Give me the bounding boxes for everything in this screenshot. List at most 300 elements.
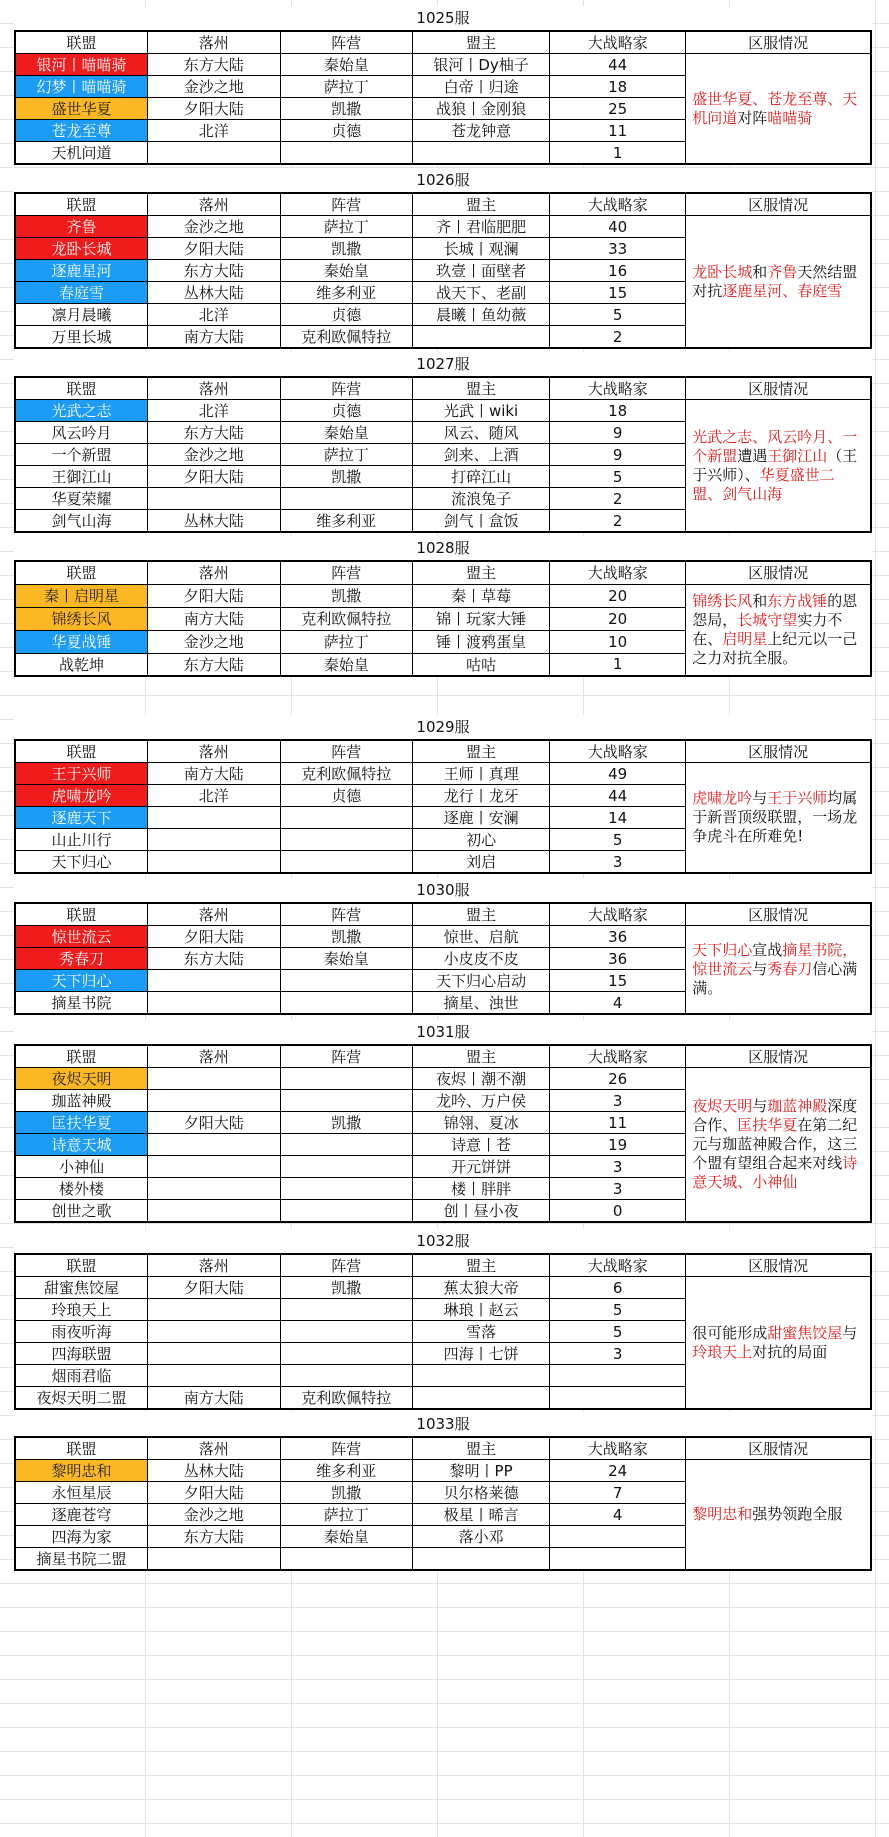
- leader-cell[interactable]: [413, 1548, 550, 1571]
- leader-cell[interactable]: 王师丨真理: [413, 763, 550, 785]
- server-notes[interactable]: [686, 400, 871, 533]
- leader-cell[interactable]: 剑气丨盒饭: [413, 510, 550, 533]
- header-strategists[interactable]: 大战略家: [550, 903, 686, 926]
- state-cell[interactable]: 夕阳大陆: [148, 466, 281, 488]
- alliance-cell[interactable]: 黎明忠和: [15, 1460, 148, 1482]
- state-cell[interactable]: 南方大陆: [148, 326, 281, 349]
- leader-cell[interactable]: 刘启: [413, 851, 550, 874]
- strategists-cell[interactable]: 5: [550, 466, 686, 488]
- header-leader[interactable]: 盟主: [413, 377, 550, 400]
- alliance-cell[interactable]: 幻梦丨喵喵骑: [15, 76, 148, 98]
- faction-cell[interactable]: [280, 1068, 413, 1090]
- strategists-cell[interactable]: 3: [550, 1090, 686, 1112]
- alliance-cell[interactable]: 逐鹿天下: [15, 807, 148, 829]
- strategists-cell[interactable]: 40: [550, 216, 686, 238]
- alliance-cell[interactable]: 惊世流云: [15, 926, 148, 948]
- header-strategists[interactable]: 大战略家: [550, 193, 686, 216]
- faction-cell[interactable]: 秦始皇: [280, 54, 413, 76]
- alliance-cell[interactable]: 逐鹿星河: [15, 260, 148, 282]
- faction-cell[interactable]: 秦始皇: [280, 422, 413, 444]
- strategists-cell[interactable]: 11: [550, 120, 686, 142]
- alliance-cell[interactable]: 天下归心: [15, 970, 148, 992]
- strategists-cell[interactable]: 18: [550, 76, 686, 98]
- alliance-cell[interactable]: 苍龙至尊: [15, 120, 148, 142]
- faction-cell[interactable]: 贞德: [280, 785, 413, 807]
- header-strategists[interactable]: 大战略家: [550, 1437, 686, 1460]
- header-state[interactable]: 落州: [148, 740, 281, 763]
- faction-cell[interactable]: 凯撒: [280, 1112, 413, 1134]
- server-notes[interactable]: [686, 1068, 871, 1223]
- strategists-cell[interactable]: 15: [550, 970, 686, 992]
- header-state[interactable]: 落州: [148, 1437, 281, 1460]
- leader-cell[interactable]: 锦翎、夏冰: [413, 1112, 550, 1134]
- strategists-cell[interactable]: 1: [550, 142, 686, 165]
- strategists-cell[interactable]: 20: [550, 584, 686, 607]
- leader-cell[interactable]: 摘星、浊世: [413, 992, 550, 1015]
- header-notes[interactable]: 区服情况: [686, 1045, 871, 1068]
- leader-cell[interactable]: 雪落: [413, 1321, 550, 1343]
- alliance-cell[interactable]: 永恒星辰: [15, 1482, 148, 1504]
- state-cell[interactable]: [148, 1134, 281, 1156]
- alliance-cell[interactable]: 龙卧长城: [15, 238, 148, 260]
- strategists-cell[interactable]: 2: [550, 510, 686, 533]
- leader-cell[interactable]: 锦丨玩家大锤: [413, 607, 550, 630]
- faction-cell[interactable]: 克利欧佩特拉: [280, 763, 413, 785]
- server-notes[interactable]: [686, 926, 871, 1015]
- faction-cell[interactable]: 秦始皇: [280, 1526, 413, 1548]
- faction-cell[interactable]: [280, 1299, 413, 1321]
- strategists-cell[interactable]: 5: [550, 1321, 686, 1343]
- state-cell[interactable]: 夕阳大陆: [148, 926, 281, 948]
- header-faction[interactable]: 阵营: [280, 31, 413, 54]
- state-cell[interactable]: 南方大陆: [148, 1387, 281, 1410]
- state-cell[interactable]: 夕阳大陆: [148, 98, 281, 120]
- header-alliance[interactable]: 联盟: [15, 377, 148, 400]
- header-alliance[interactable]: 联盟: [15, 1437, 148, 1460]
- strategists-cell[interactable]: 26: [550, 1068, 686, 1090]
- alliance-cell[interactable]: 摘星书院: [15, 992, 148, 1015]
- faction-cell[interactable]: 秦始皇: [280, 260, 413, 282]
- header-faction[interactable]: 阵营: [280, 1045, 413, 1068]
- state-cell[interactable]: [148, 829, 281, 851]
- state-cell[interactable]: [148, 1321, 281, 1343]
- strategists-cell[interactable]: 36: [550, 926, 686, 948]
- state-cell[interactable]: [148, 807, 281, 829]
- faction-cell[interactable]: [280, 1548, 413, 1571]
- faction-cell[interactable]: [280, 488, 413, 510]
- faction-cell[interactable]: 凯撒: [280, 238, 413, 260]
- state-cell[interactable]: 金沙之地: [148, 444, 281, 466]
- leader-cell[interactable]: 夜烬丨潮不潮: [413, 1068, 550, 1090]
- state-cell[interactable]: [148, 1548, 281, 1571]
- strategists-cell[interactable]: 9: [550, 422, 686, 444]
- header-strategists[interactable]: 大战略家: [550, 561, 686, 584]
- header-leader[interactable]: 盟主: [413, 193, 550, 216]
- alliance-cell[interactable]: 珈蓝神殿: [15, 1090, 148, 1112]
- faction-cell[interactable]: 贞德: [280, 304, 413, 326]
- leader-cell[interactable]: 战狼丨金刚狼: [413, 98, 550, 120]
- alliance-cell[interactable]: 王于兴师: [15, 763, 148, 785]
- leader-cell[interactable]: 初心: [413, 829, 550, 851]
- header-leader[interactable]: 盟主: [413, 31, 550, 54]
- state-cell[interactable]: 金沙之地: [148, 216, 281, 238]
- header-notes[interactable]: 区服情况: [686, 740, 871, 763]
- header-alliance[interactable]: 联盟: [15, 1045, 148, 1068]
- header-notes[interactable]: 区服情况: [686, 1254, 871, 1277]
- faction-cell[interactable]: [280, 851, 413, 874]
- header-notes[interactable]: 区服情况: [686, 377, 871, 400]
- strategists-cell[interactable]: 44: [550, 54, 686, 76]
- alliance-cell[interactable]: 小神仙: [15, 1156, 148, 1178]
- header-alliance[interactable]: 联盟: [15, 740, 148, 763]
- alliance-cell[interactable]: 逐鹿苍穹: [15, 1504, 148, 1526]
- state-cell[interactable]: [148, 488, 281, 510]
- alliance-cell[interactable]: 春庭雪: [15, 282, 148, 304]
- header-faction[interactable]: 阵营: [280, 561, 413, 584]
- header-state[interactable]: 落州: [148, 561, 281, 584]
- header-leader[interactable]: 盟主: [413, 1045, 550, 1068]
- strategists-cell[interactable]: 11: [550, 1112, 686, 1134]
- alliance-cell[interactable]: 山止川行: [15, 829, 148, 851]
- state-cell[interactable]: [148, 1178, 281, 1200]
- leader-cell[interactable]: [413, 326, 550, 349]
- header-faction[interactable]: 阵营: [280, 903, 413, 926]
- server-notes[interactable]: [686, 1277, 871, 1410]
- alliance-cell[interactable]: 凛月晨曦: [15, 304, 148, 326]
- faction-cell[interactable]: [280, 807, 413, 829]
- header-state[interactable]: 落州: [148, 193, 281, 216]
- state-cell[interactable]: [148, 1299, 281, 1321]
- server-notes[interactable]: [686, 216, 871, 349]
- alliance-cell[interactable]: 四海为家: [15, 1526, 148, 1548]
- strategists-cell[interactable]: [550, 1526, 686, 1548]
- leader-cell[interactable]: 白帝丨归途: [413, 76, 550, 98]
- leader-cell[interactable]: 逐鹿丨安澜: [413, 807, 550, 829]
- faction-cell[interactable]: 凯撒: [280, 466, 413, 488]
- leader-cell[interactable]: 苍龙钟意: [413, 120, 550, 142]
- header-faction[interactable]: 阵营: [280, 740, 413, 763]
- leader-cell[interactable]: 锤丨渡鸦蛋皇: [413, 630, 550, 653]
- leader-cell[interactable]: 开元饼饼: [413, 1156, 550, 1178]
- faction-cell[interactable]: 凯撒: [280, 926, 413, 948]
- header-leader[interactable]: 盟主: [413, 561, 550, 584]
- faction-cell[interactable]: 秦始皇: [280, 948, 413, 970]
- header-alliance[interactable]: 联盟: [15, 1254, 148, 1277]
- leader-cell[interactable]: 光武丨wiki: [413, 400, 550, 422]
- strategists-cell[interactable]: 3: [550, 1178, 686, 1200]
- state-cell[interactable]: [148, 1090, 281, 1112]
- faction-cell[interactable]: [280, 1090, 413, 1112]
- header-alliance[interactable]: 联盟: [15, 193, 148, 216]
- strategists-cell[interactable]: 5: [550, 1299, 686, 1321]
- faction-cell[interactable]: [280, 992, 413, 1015]
- header-faction[interactable]: 阵营: [280, 1437, 413, 1460]
- state-cell[interactable]: 东方大陆: [148, 653, 281, 676]
- faction-cell[interactable]: 维多利亚: [280, 510, 413, 533]
- strategists-cell[interactable]: 5: [550, 829, 686, 851]
- faction-cell[interactable]: 凯撒: [280, 1277, 413, 1299]
- faction-cell[interactable]: 萨拉丁: [280, 630, 413, 653]
- state-cell[interactable]: 南方大陆: [148, 607, 281, 630]
- alliance-cell[interactable]: 雨夜听海: [15, 1321, 148, 1343]
- alliance-cell[interactable]: 创世之歌: [15, 1200, 148, 1223]
- header-strategists[interactable]: 大战略家: [550, 1045, 686, 1068]
- faction-cell[interactable]: 维多利亚: [280, 1460, 413, 1482]
- state-cell[interactable]: 北洋: [148, 400, 281, 422]
- state-cell[interactable]: 东方大陆: [148, 260, 281, 282]
- server-notes[interactable]: [686, 584, 871, 676]
- faction-cell[interactable]: 贞德: [280, 400, 413, 422]
- state-cell[interactable]: [148, 851, 281, 874]
- state-cell[interactable]: 金沙之地: [148, 76, 281, 98]
- state-cell[interactable]: 东方大陆: [148, 1526, 281, 1548]
- state-cell[interactable]: 夕阳大陆: [148, 584, 281, 607]
- alliance-cell[interactable]: 战乾坤: [15, 653, 148, 676]
- alliance-cell[interactable]: 摘星书院二盟: [15, 1548, 148, 1571]
- alliance-cell[interactable]: 华夏荣耀: [15, 488, 148, 510]
- alliance-cell[interactable]: 齐鲁: [15, 216, 148, 238]
- faction-cell[interactable]: 克利欧佩特拉: [280, 607, 413, 630]
- strategists-cell[interactable]: 14: [550, 807, 686, 829]
- header-notes[interactable]: 区服情况: [686, 193, 871, 216]
- strategists-cell[interactable]: 15: [550, 282, 686, 304]
- strategists-cell[interactable]: 19: [550, 1134, 686, 1156]
- faction-cell[interactable]: [280, 1321, 413, 1343]
- leader-cell[interactable]: 打碎江山: [413, 466, 550, 488]
- alliance-cell[interactable]: 夜烬天明二盟: [15, 1387, 148, 1410]
- leader-cell[interactable]: 玖壹丨面壁者: [413, 260, 550, 282]
- alliance-cell[interactable]: 一个新盟: [15, 444, 148, 466]
- leader-cell[interactable]: 诗意丨苍: [413, 1134, 550, 1156]
- header-alliance[interactable]: 联盟: [15, 561, 148, 584]
- alliance-cell[interactable]: 烟雨君临: [15, 1365, 148, 1387]
- alliance-cell[interactable]: 玲琅天上: [15, 1299, 148, 1321]
- faction-cell[interactable]: [280, 1134, 413, 1156]
- leader-cell[interactable]: 天下归心启动: [413, 970, 550, 992]
- header-alliance[interactable]: 联盟: [15, 31, 148, 54]
- strategists-cell[interactable]: 1: [550, 653, 686, 676]
- faction-cell[interactable]: [280, 829, 413, 851]
- leader-cell[interactable]: 楼丨胖胖: [413, 1178, 550, 1200]
- alliance-cell[interactable]: 剑气山海: [15, 510, 148, 533]
- header-leader[interactable]: 盟主: [413, 1437, 550, 1460]
- state-cell[interactable]: [148, 970, 281, 992]
- faction-cell[interactable]: 克利欧佩特拉: [280, 326, 413, 349]
- state-cell[interactable]: 东方大陆: [148, 422, 281, 444]
- header-state[interactable]: 落州: [148, 903, 281, 926]
- header-strategists[interactable]: 大战略家: [550, 31, 686, 54]
- state-cell[interactable]: [148, 1200, 281, 1223]
- leader-cell[interactable]: 蕉太狼大帝: [413, 1277, 550, 1299]
- leader-cell[interactable]: [413, 1365, 550, 1387]
- state-cell[interactable]: [148, 1068, 281, 1090]
- header-notes[interactable]: 区服情况: [686, 561, 871, 584]
- alliance-cell[interactable]: 甜蜜焦饺屋: [15, 1277, 148, 1299]
- leader-cell[interactable]: 晨曦丨鱼幼薇: [413, 304, 550, 326]
- alliance-cell[interactable]: 楼外楼: [15, 1178, 148, 1200]
- state-cell[interactable]: 金沙之地: [148, 630, 281, 653]
- state-cell[interactable]: 北洋: [148, 120, 281, 142]
- strategists-cell[interactable]: 3: [550, 851, 686, 874]
- faction-cell[interactable]: [280, 142, 413, 165]
- state-cell[interactable]: 东方大陆: [148, 54, 281, 76]
- header-leader[interactable]: 盟主: [413, 740, 550, 763]
- faction-cell[interactable]: 萨拉丁: [280, 76, 413, 98]
- leader-cell[interactable]: 银河丨Dy柚子: [413, 54, 550, 76]
- faction-cell[interactable]: [280, 970, 413, 992]
- faction-cell[interactable]: 萨拉丁: [280, 216, 413, 238]
- state-cell[interactable]: 东方大陆: [148, 948, 281, 970]
- alliance-cell[interactable]: 风云吟月: [15, 422, 148, 444]
- faction-cell[interactable]: 萨拉丁: [280, 444, 413, 466]
- state-cell[interactable]: 夕阳大陆: [148, 1277, 281, 1299]
- leader-cell[interactable]: 黎明丨PP: [413, 1460, 550, 1482]
- leader-cell[interactable]: 落小邓: [413, 1526, 550, 1548]
- header-state[interactable]: 落州: [148, 31, 281, 54]
- alliance-cell[interactable]: 天下归心: [15, 851, 148, 874]
- faction-cell[interactable]: 凯撒: [280, 584, 413, 607]
- state-cell[interactable]: 丛林大陆: [148, 1460, 281, 1482]
- alliance-cell[interactable]: 虎啸龙吟: [15, 785, 148, 807]
- strategists-cell[interactable]: 16: [550, 260, 686, 282]
- state-cell[interactable]: 丛林大陆: [148, 282, 281, 304]
- header-faction[interactable]: 阵营: [280, 193, 413, 216]
- strategists-cell[interactable]: 4: [550, 1504, 686, 1526]
- state-cell[interactable]: [148, 1365, 281, 1387]
- leader-cell[interactable]: 齐丨君临肥肥: [413, 216, 550, 238]
- header-state[interactable]: 落州: [148, 1045, 281, 1068]
- leader-cell[interactable]: 战天下、老副: [413, 282, 550, 304]
- strategists-cell[interactable]: 44: [550, 785, 686, 807]
- state-cell[interactable]: 南方大陆: [148, 763, 281, 785]
- strategists-cell[interactable]: 3: [550, 1343, 686, 1365]
- leader-cell[interactable]: 贝尔格莱德: [413, 1482, 550, 1504]
- state-cell[interactable]: [148, 1156, 281, 1178]
- alliance-cell[interactable]: 四海联盟: [15, 1343, 148, 1365]
- state-cell[interactable]: 夕阳大陆: [148, 1112, 281, 1134]
- alliance-cell[interactable]: 诗意天城: [15, 1134, 148, 1156]
- faction-cell[interactable]: [280, 1343, 413, 1365]
- strategists-cell[interactable]: 10: [550, 630, 686, 653]
- alliance-cell[interactable]: 匡扶华夏: [15, 1112, 148, 1134]
- server-notes[interactable]: [686, 54, 871, 165]
- header-alliance[interactable]: 联盟: [15, 903, 148, 926]
- leader-cell[interactable]: [413, 1387, 550, 1410]
- strategists-cell[interactable]: 18: [550, 400, 686, 422]
- strategists-cell[interactable]: 3: [550, 1156, 686, 1178]
- faction-cell[interactable]: 凯撒: [280, 1482, 413, 1504]
- strategists-cell[interactable]: 33: [550, 238, 686, 260]
- header-leader[interactable]: 盟主: [413, 903, 550, 926]
- header-faction[interactable]: 阵营: [280, 377, 413, 400]
- state-cell[interactable]: 北洋: [148, 785, 281, 807]
- leader-cell[interactable]: 长城丨观澜: [413, 238, 550, 260]
- state-cell[interactable]: [148, 1343, 281, 1365]
- leader-cell[interactable]: 小皮皮不皮: [413, 948, 550, 970]
- faction-cell[interactable]: [280, 1365, 413, 1387]
- strategists-cell[interactable]: 20: [550, 607, 686, 630]
- faction-cell[interactable]: 维多利亚: [280, 282, 413, 304]
- leader-cell[interactable]: 风云、随风: [413, 422, 550, 444]
- strategists-cell[interactable]: 4: [550, 992, 686, 1015]
- state-cell[interactable]: 夕阳大陆: [148, 1482, 281, 1504]
- leader-cell[interactable]: 流浪兔子: [413, 488, 550, 510]
- strategists-cell[interactable]: 36: [550, 948, 686, 970]
- faction-cell[interactable]: 萨拉丁: [280, 1504, 413, 1526]
- faction-cell[interactable]: 克利欧佩特拉: [280, 1387, 413, 1410]
- leader-cell[interactable]: 咕咕: [413, 653, 550, 676]
- header-faction[interactable]: 阵营: [280, 1254, 413, 1277]
- strategists-cell[interactable]: 2: [550, 488, 686, 510]
- state-cell[interactable]: 丛林大陆: [148, 510, 281, 533]
- alliance-cell[interactable]: 盛世华夏: [15, 98, 148, 120]
- faction-cell[interactable]: 秦始皇: [280, 653, 413, 676]
- strategists-cell[interactable]: 2: [550, 326, 686, 349]
- leader-cell[interactable]: 创丨昼小夜: [413, 1200, 550, 1223]
- header-state[interactable]: 落州: [148, 377, 281, 400]
- alliance-cell[interactable]: 光武之志: [15, 400, 148, 422]
- leader-cell[interactable]: 龙行丨龙牙: [413, 785, 550, 807]
- strategists-cell[interactable]: 25: [550, 98, 686, 120]
- state-cell[interactable]: [148, 992, 281, 1015]
- strategists-cell[interactable]: 5: [550, 304, 686, 326]
- leader-cell[interactable]: 极星丨晞言: [413, 1504, 550, 1526]
- header-leader[interactable]: 盟主: [413, 1254, 550, 1277]
- strategists-cell[interactable]: 0: [550, 1200, 686, 1223]
- state-cell[interactable]: [148, 142, 281, 165]
- header-notes[interactable]: 区服情况: [686, 903, 871, 926]
- faction-cell[interactable]: 贞德: [280, 120, 413, 142]
- alliance-cell[interactable]: 王御江山: [15, 466, 148, 488]
- faction-cell[interactable]: [280, 1156, 413, 1178]
- leader-cell[interactable]: 龙吟、万户侯: [413, 1090, 550, 1112]
- strategists-cell[interactable]: 7: [550, 1482, 686, 1504]
- leader-cell[interactable]: 惊世、启航: [413, 926, 550, 948]
- strategists-cell[interactable]: 24: [550, 1460, 686, 1482]
- alliance-cell[interactable]: 秦丨启明星: [15, 584, 148, 607]
- leader-cell[interactable]: 琳琅丨赵云: [413, 1299, 550, 1321]
- alliance-cell[interactable]: 天机问道: [15, 142, 148, 165]
- leader-cell[interactable]: [413, 142, 550, 165]
- leader-cell[interactable]: 秦丨草莓: [413, 584, 550, 607]
- strategists-cell[interactable]: [550, 1548, 686, 1571]
- strategists-cell[interactable]: 9: [550, 444, 686, 466]
- strategists-cell[interactable]: [550, 1387, 686, 1410]
- state-cell[interactable]: 夕阳大陆: [148, 238, 281, 260]
- alliance-cell[interactable]: 锦绣长风: [15, 607, 148, 630]
- server-notes[interactable]: [686, 763, 871, 874]
- strategists-cell[interactable]: 6: [550, 1277, 686, 1299]
- faction-cell[interactable]: 凯撒: [280, 98, 413, 120]
- strategists-cell[interactable]: [550, 1365, 686, 1387]
- header-state[interactable]: 落州: [148, 1254, 281, 1277]
- server-notes[interactable]: [686, 1460, 871, 1571]
- alliance-cell[interactable]: 秀春刀: [15, 948, 148, 970]
- leader-cell[interactable]: 四海丨七饼: [413, 1343, 550, 1365]
- faction-cell[interactable]: [280, 1178, 413, 1200]
- strategists-cell[interactable]: 49: [550, 763, 686, 785]
- header-notes[interactable]: 区服情况: [686, 31, 871, 54]
- alliance-cell[interactable]: 夜烬天明: [15, 1068, 148, 1090]
- header-strategists[interactable]: 大战略家: [550, 740, 686, 763]
- state-cell[interactable]: 北洋: [148, 304, 281, 326]
- alliance-cell[interactable]: 华夏战锤: [15, 630, 148, 653]
- header-strategists[interactable]: 大战略家: [550, 377, 686, 400]
- header-notes[interactable]: 区服情况: [686, 1437, 871, 1460]
- header-strategists[interactable]: 大战略家: [550, 1254, 686, 1277]
- state-cell[interactable]: 金沙之地: [148, 1504, 281, 1526]
- leader-cell[interactable]: 剑来、上酒: [413, 444, 550, 466]
